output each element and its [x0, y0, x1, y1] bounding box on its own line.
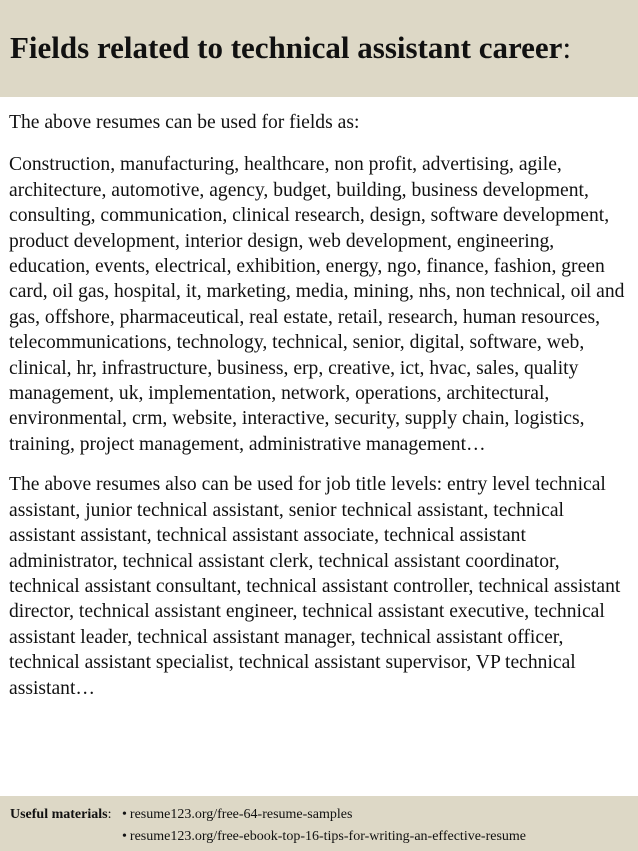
bullet-icon: • — [122, 807, 127, 822]
intro-paragraph: The above resumes can be used for fields as: — [9, 112, 360, 133]
useful-materials-label-text: Useful materials — [10, 807, 108, 822]
footer-indent — [10, 826, 122, 848]
page-title-colon: : — [562, 30, 572, 65]
useful-materials-label — [10, 804, 122, 826]
bullet-icon: • — [122, 829, 127, 844]
footer-row-1 — [10, 804, 628, 826]
page-title-text: Fields related to technical assistant career — [10, 30, 563, 65]
page-title — [10, 26, 628, 70]
job-levels-paragraph: The above resumes also can be used for job title levels: entry level technical assistant, junior technical assistant, senior technical assistant, technical assistant assistant, technical assistant associate, technical assistant administrator, technical assistant clerk, technical assistant coordinator, technical assistant consultant, technical assistant controller, technical assistant director, technical assistant engineer, technical assistant executive, technical assistant leader, technical assistant manager, technical assistant officer, technical assistant specialist, technical assistant supervisor, VP technical assistant… — [9, 474, 621, 699]
useful-materials-colon: : — [107, 807, 112, 822]
footer — [0, 796, 638, 851]
footer-row-2 — [10, 826, 628, 848]
footer-link-ebook-tips[interactable]: resume123.org/free-ebook-top-16-tips-for-writing-an-effective-resume — [129, 829, 527, 844]
fields-paragraph: Construction, manufacturing, healthcare, non profit, advertising, agile, architecture, automotive, agency, budget, building, business development, consulting, communication, clinical research, design, software development, product development, interior design, web development, engineering, education, events, electrical, exhibition, energy, ngo, finance, fashion, green card, oil gas, hospital, it, marketing, media, mining, nhs, non technical, oil and gas, offshore, pharmaceutical, real estate, retail, research, human resources, telecommunications, technology, technical, senior, digital, software, web, clinical, hr, infrastructure, business, erp, creative, ict, hvac, sales, quality management, uk, implementation, network, operations, architectural, environmental, crm, website, interactive, security, supply chain, logistics, training, project management, administrative management… — [9, 154, 625, 455]
footer-link-resume-samples[interactable]: resume123.org/free-64-resume-samples — [129, 807, 353, 822]
main-content — [9, 110, 633, 701]
title-bar — [0, 0, 638, 97]
